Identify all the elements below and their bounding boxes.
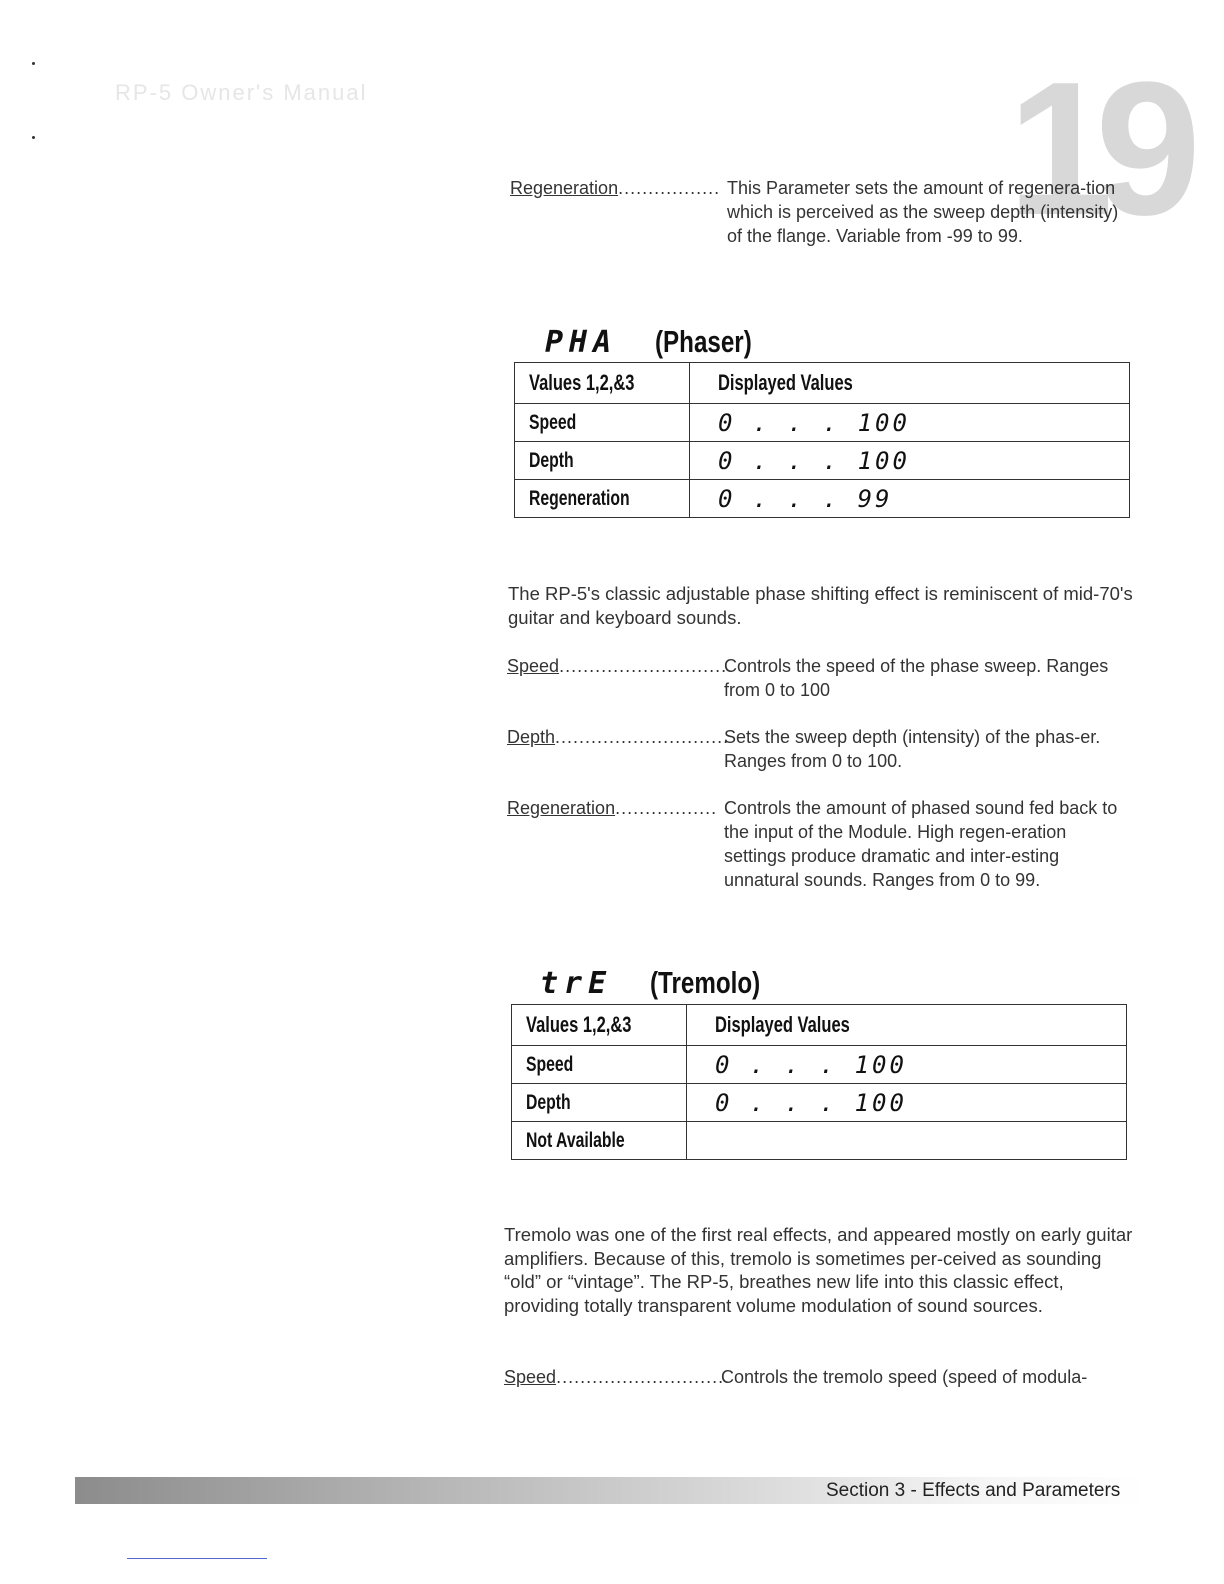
param-cell: Depth: [515, 442, 690, 480]
phaser-title: [545, 320, 779, 360]
table-row: [515, 480, 1130, 518]
footer-section-label: Section 3 - Effects and Parameters: [826, 1480, 1121, 1501]
phaser-name: (Phaser): [655, 324, 752, 359]
table-header-cell: Displayed Values: [687, 1005, 1127, 1046]
manual-title: RP-5 Owner's Manual: [115, 80, 368, 105]
table-header-cell: Values 1,2,&3: [512, 1005, 687, 1046]
display-cell: 0 . . . 100: [687, 1046, 1127, 1084]
param-cell: Speed: [512, 1046, 687, 1084]
display-cell: 0 . . . 100: [687, 1084, 1127, 1122]
param-cell: Not Available: [512, 1122, 687, 1160]
table-header-row: [512, 1005, 1127, 1046]
param-name: Depth.............................: [507, 727, 730, 747]
display-cell: 0 . . . 99: [690, 480, 1130, 518]
table-row: [512, 1084, 1127, 1122]
tremolo-table: [511, 1004, 1127, 1160]
bottom-rule: [127, 1558, 267, 1559]
param-cell: Speed: [515, 404, 690, 442]
display-cell: [687, 1122, 1127, 1160]
param-name: Regeneration.................: [510, 178, 721, 198]
table-header-cell: Values 1,2,&3: [515, 363, 690, 404]
table-row: [512, 1046, 1127, 1084]
table-row: [515, 404, 1130, 442]
phaser-display-code: PHA: [545, 325, 618, 360]
tremolo-name: (Tremolo): [650, 965, 761, 1000]
table-row: [515, 442, 1130, 480]
table-row: [512, 1122, 1127, 1160]
tremolo-intro: Tremolo was one of the first real effects, and appeared mostly on early guitar amplifiers. Because of this, tremolo is sometimes per-ceived as sounding “old” or “vintage”. The RP-5, breathes new life into this classic effect, providing totally transparent volume modulation of sound sources.: [504, 1224, 1133, 1316]
param-description: Controls the tremolo speed (speed of modula-: [721, 1367, 1088, 1387]
phaser-table: [514, 362, 1130, 518]
phaser-intro: The RP-5's classic adjustable phase shifting effect is reminiscent of mid-70's guitar and keyboard sounds.: [508, 583, 1133, 628]
tremolo-display-code: trE: [540, 966, 613, 1001]
table-header-row: [515, 363, 1130, 404]
param-description: Controls the speed of the phase sweep. Ranges from 0 to 100: [724, 656, 1109, 700]
param-name: Regeneration.................: [507, 798, 718, 818]
param-name: Speed............................: [507, 656, 728, 676]
param-description: Sets the sweep depth (intensity) of the phas-er. Ranges from 0 to 100.: [724, 727, 1101, 771]
param-name: Speed............................: [504, 1367, 725, 1387]
display-cell: 0 . . . 100: [690, 404, 1130, 442]
table-header-cell: Displayed Values: [690, 363, 1130, 404]
display-cell: 0 . . . 100: [690, 442, 1130, 480]
page-number: 19: [1007, 43, 1183, 255]
tremolo-title: [540, 961, 791, 1001]
param-description: Controls the amount of phased sound fed back to the input of the Module. High regen-eration settings produce dramatic and inter-esting unnatural sounds. Ranges from 0 to 99.: [724, 798, 1118, 890]
param-cell: Depth: [512, 1084, 687, 1122]
param-cell: Regeneration: [515, 480, 690, 518]
param-description: This Parameter sets the amount of regenera-tion which is perceived as the sweep depth (intensity) of the flange. Variable from -99 to 99.: [727, 178, 1119, 246]
